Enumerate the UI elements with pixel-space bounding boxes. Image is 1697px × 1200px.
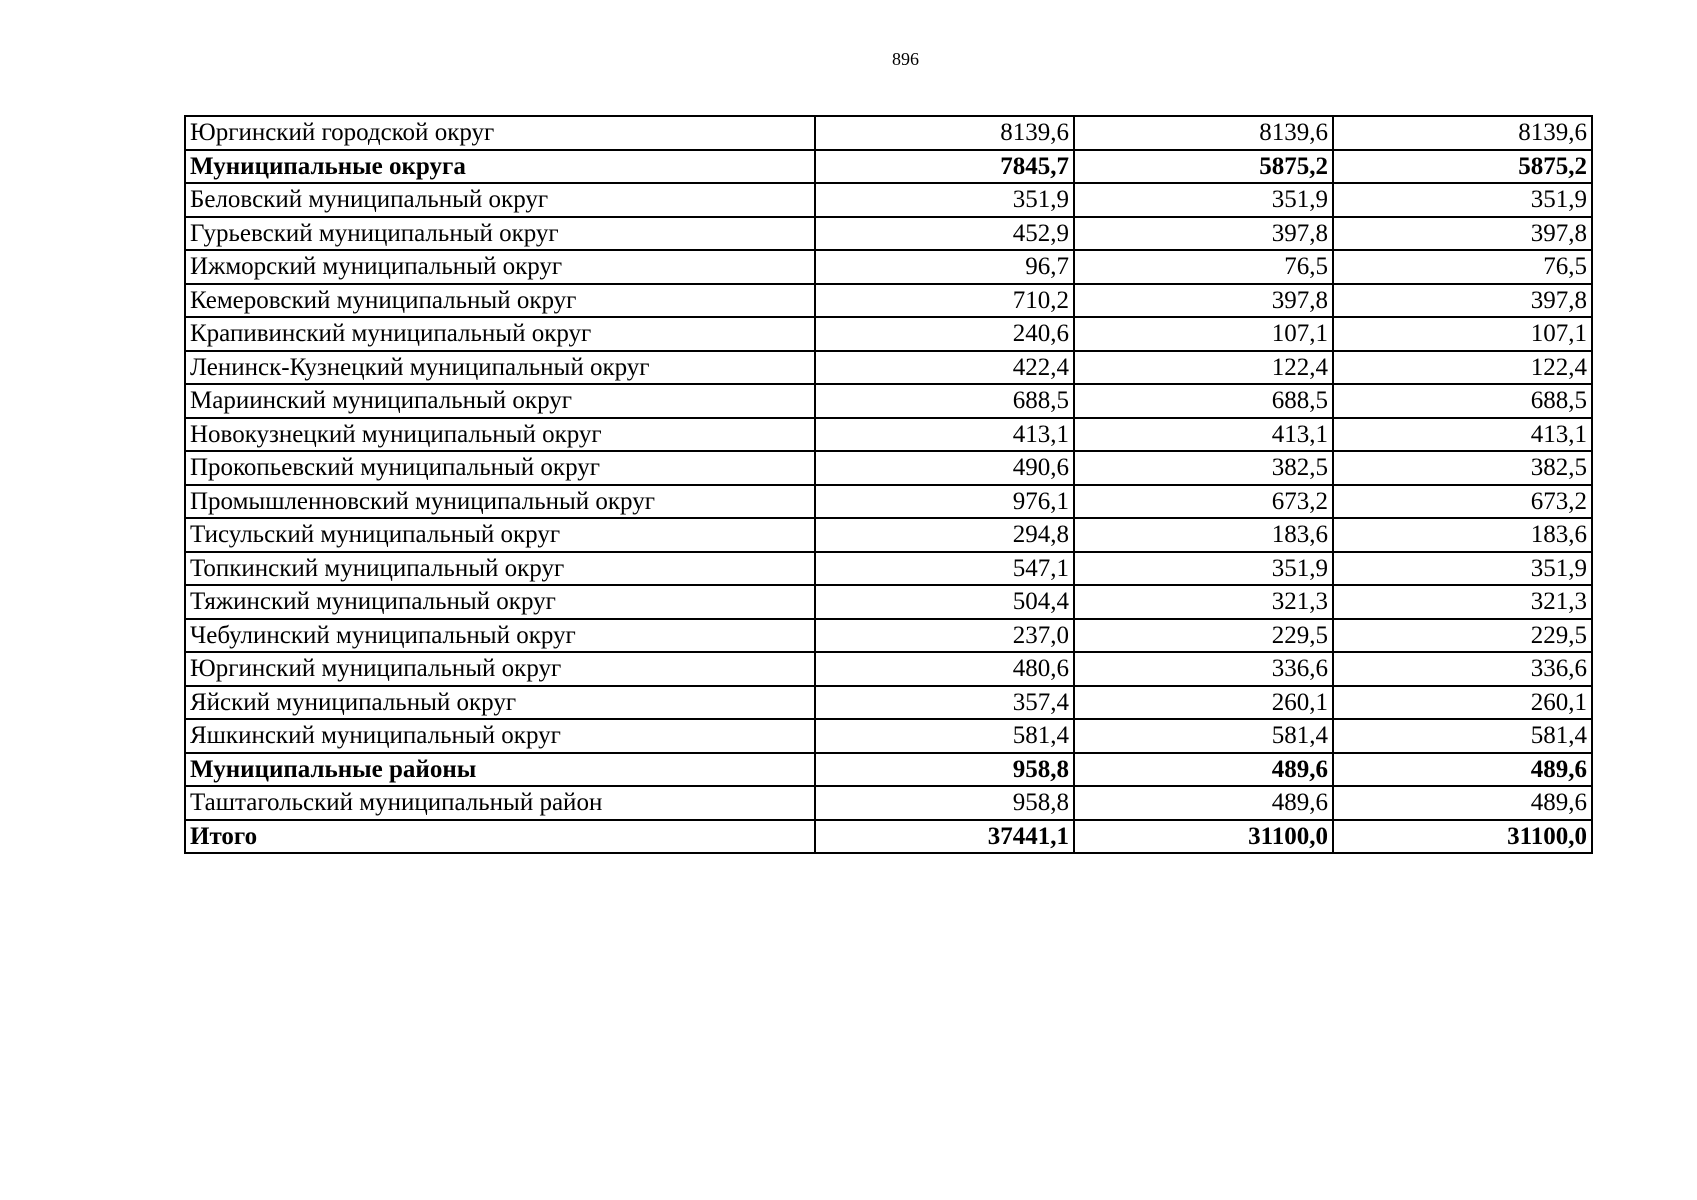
row-value-2-cell: 413,1 xyxy=(1074,418,1333,452)
row-value-2-cell: 489,6 xyxy=(1074,753,1333,787)
table-row xyxy=(185,284,1592,318)
row-name-cell: Чебулинский муниципальный округ xyxy=(185,619,815,653)
table-row-subtotal xyxy=(185,820,1592,854)
row-value-3-cell: 107,1 xyxy=(1333,317,1592,351)
row-value-3-cell: 260,1 xyxy=(1333,686,1592,720)
row-value-1-cell: 413,1 xyxy=(815,418,1074,452)
row-name-cell: Итого xyxy=(185,820,815,854)
row-name-cell: Новокузнецкий муниципальный округ xyxy=(185,418,815,452)
row-name-cell: Тяжинский муниципальный округ xyxy=(185,585,815,619)
row-value-1-cell: 8139,6 xyxy=(815,116,1074,150)
row-value-3-cell: 31100,0 xyxy=(1333,820,1592,854)
row-value-3-cell: 382,5 xyxy=(1333,451,1592,485)
table-row xyxy=(185,116,1592,150)
row-name-cell: Гурьевский муниципальный округ xyxy=(185,217,815,251)
row-name-cell: Кемеровский муниципальный округ xyxy=(185,284,815,318)
row-value-3-cell: 489,6 xyxy=(1333,753,1592,787)
row-name-cell: Юргинский городской округ xyxy=(185,116,815,150)
table-row xyxy=(185,585,1592,619)
row-value-2-cell: 76,5 xyxy=(1074,250,1333,284)
table-row xyxy=(185,719,1592,753)
row-value-1-cell: 422,4 xyxy=(815,351,1074,385)
row-value-3-cell: 229,5 xyxy=(1333,619,1592,653)
row-value-1-cell: 688,5 xyxy=(815,384,1074,418)
row-value-1-cell: 976,1 xyxy=(815,485,1074,519)
row-value-3-cell: 8139,6 xyxy=(1333,116,1592,150)
table-row xyxy=(185,485,1592,519)
row-value-2-cell: 321,3 xyxy=(1074,585,1333,619)
table-row xyxy=(185,451,1592,485)
table-row xyxy=(185,686,1592,720)
row-name-cell: Муниципальные округа xyxy=(185,150,815,184)
row-name-cell: Топкинский муниципальный округ xyxy=(185,552,815,586)
table-row xyxy=(185,317,1592,351)
row-value-2-cell: 31100,0 xyxy=(1074,820,1333,854)
row-name-cell: Ижморский муниципальный округ xyxy=(185,250,815,284)
table-row xyxy=(185,183,1592,217)
row-value-2-cell: 336,6 xyxy=(1074,652,1333,686)
row-name-cell: Ленинск-Кузнецкий муниципальный округ xyxy=(185,351,815,385)
row-value-1-cell: 710,2 xyxy=(815,284,1074,318)
table-row xyxy=(185,351,1592,385)
table-row xyxy=(185,217,1592,251)
row-value-1-cell: 504,4 xyxy=(815,585,1074,619)
row-name-cell: Промышленновский муниципальный округ xyxy=(185,485,815,519)
row-value-3-cell: 489,6 xyxy=(1333,786,1592,820)
row-value-1-cell: 294,8 xyxy=(815,518,1074,552)
row-value-2-cell: 351,9 xyxy=(1074,183,1333,217)
table-row xyxy=(185,552,1592,586)
row-value-3-cell: 336,6 xyxy=(1333,652,1592,686)
row-value-2-cell: 5875,2 xyxy=(1074,150,1333,184)
row-name-cell: Тисульский муниципальный округ xyxy=(185,518,815,552)
row-value-3-cell: 321,3 xyxy=(1333,585,1592,619)
row-value-3-cell: 581,4 xyxy=(1333,719,1592,753)
table-row xyxy=(185,652,1592,686)
row-value-3-cell: 5875,2 xyxy=(1333,150,1592,184)
table-row xyxy=(185,619,1592,653)
row-name-cell: Мариинский муниципальный округ xyxy=(185,384,815,418)
table-row xyxy=(185,518,1592,552)
row-value-1-cell: 480,6 xyxy=(815,652,1074,686)
table-body xyxy=(185,116,1592,853)
table-row xyxy=(185,418,1592,452)
table-row-subtotal xyxy=(185,753,1592,787)
row-value-1-cell: 357,4 xyxy=(815,686,1074,720)
row-value-2-cell: 107,1 xyxy=(1074,317,1333,351)
row-value-1-cell: 7845,7 xyxy=(815,150,1074,184)
row-value-2-cell: 382,5 xyxy=(1074,451,1333,485)
row-value-1-cell: 96,7 xyxy=(815,250,1074,284)
row-value-3-cell: 413,1 xyxy=(1333,418,1592,452)
page-number: 896 xyxy=(892,49,919,69)
row-name-cell: Юргинский муниципальный округ xyxy=(185,652,815,686)
row-value-1-cell: 237,0 xyxy=(815,619,1074,653)
row-value-3-cell: 122,4 xyxy=(1333,351,1592,385)
row-value-2-cell: 673,2 xyxy=(1074,485,1333,519)
row-name-cell: Крапивинский муниципальный округ xyxy=(185,317,815,351)
row-value-2-cell: 122,4 xyxy=(1074,351,1333,385)
row-value-3-cell: 688,5 xyxy=(1333,384,1592,418)
row-value-1-cell: 490,6 xyxy=(815,451,1074,485)
row-name-cell: Муниципальные районы xyxy=(185,753,815,787)
row-name-cell: Таштагольский муниципальный район xyxy=(185,786,815,820)
row-value-3-cell: 183,6 xyxy=(1333,518,1592,552)
row-value-3-cell: 351,9 xyxy=(1333,183,1592,217)
row-value-2-cell: 397,8 xyxy=(1074,217,1333,251)
row-value-1-cell: 452,9 xyxy=(815,217,1074,251)
table-row xyxy=(185,384,1592,418)
data-table xyxy=(184,115,1593,854)
row-value-1-cell: 958,8 xyxy=(815,753,1074,787)
row-value-2-cell: 397,8 xyxy=(1074,284,1333,318)
row-value-1-cell: 581,4 xyxy=(815,719,1074,753)
row-value-2-cell: 260,1 xyxy=(1074,686,1333,720)
row-value-2-cell: 581,4 xyxy=(1074,719,1333,753)
row-value-2-cell: 8139,6 xyxy=(1074,116,1333,150)
row-name-cell: Прокопьевский муниципальный округ xyxy=(185,451,815,485)
row-value-1-cell: 240,6 xyxy=(815,317,1074,351)
row-value-3-cell: 673,2 xyxy=(1333,485,1592,519)
row-value-2-cell: 489,6 xyxy=(1074,786,1333,820)
row-name-cell: Беловский муниципальный округ xyxy=(185,183,815,217)
row-value-1-cell: 958,8 xyxy=(815,786,1074,820)
row-value-1-cell: 351,9 xyxy=(815,183,1074,217)
row-value-3-cell: 76,5 xyxy=(1333,250,1592,284)
row-value-2-cell: 351,9 xyxy=(1074,552,1333,586)
row-value-3-cell: 351,9 xyxy=(1333,552,1592,586)
row-value-2-cell: 688,5 xyxy=(1074,384,1333,418)
row-name-cell: Яшкинский муниципальный округ xyxy=(185,719,815,753)
row-value-1-cell: 547,1 xyxy=(815,552,1074,586)
row-value-3-cell: 397,8 xyxy=(1333,284,1592,318)
table-row-subtotal xyxy=(185,150,1592,184)
table-row xyxy=(185,786,1592,820)
table-row xyxy=(185,250,1592,284)
row-value-2-cell: 229,5 xyxy=(1074,619,1333,653)
row-value-2-cell: 183,6 xyxy=(1074,518,1333,552)
row-name-cell: Яйский муниципальный округ xyxy=(185,686,815,720)
row-value-3-cell: 397,8 xyxy=(1333,217,1592,251)
row-value-1-cell: 37441,1 xyxy=(815,820,1074,854)
